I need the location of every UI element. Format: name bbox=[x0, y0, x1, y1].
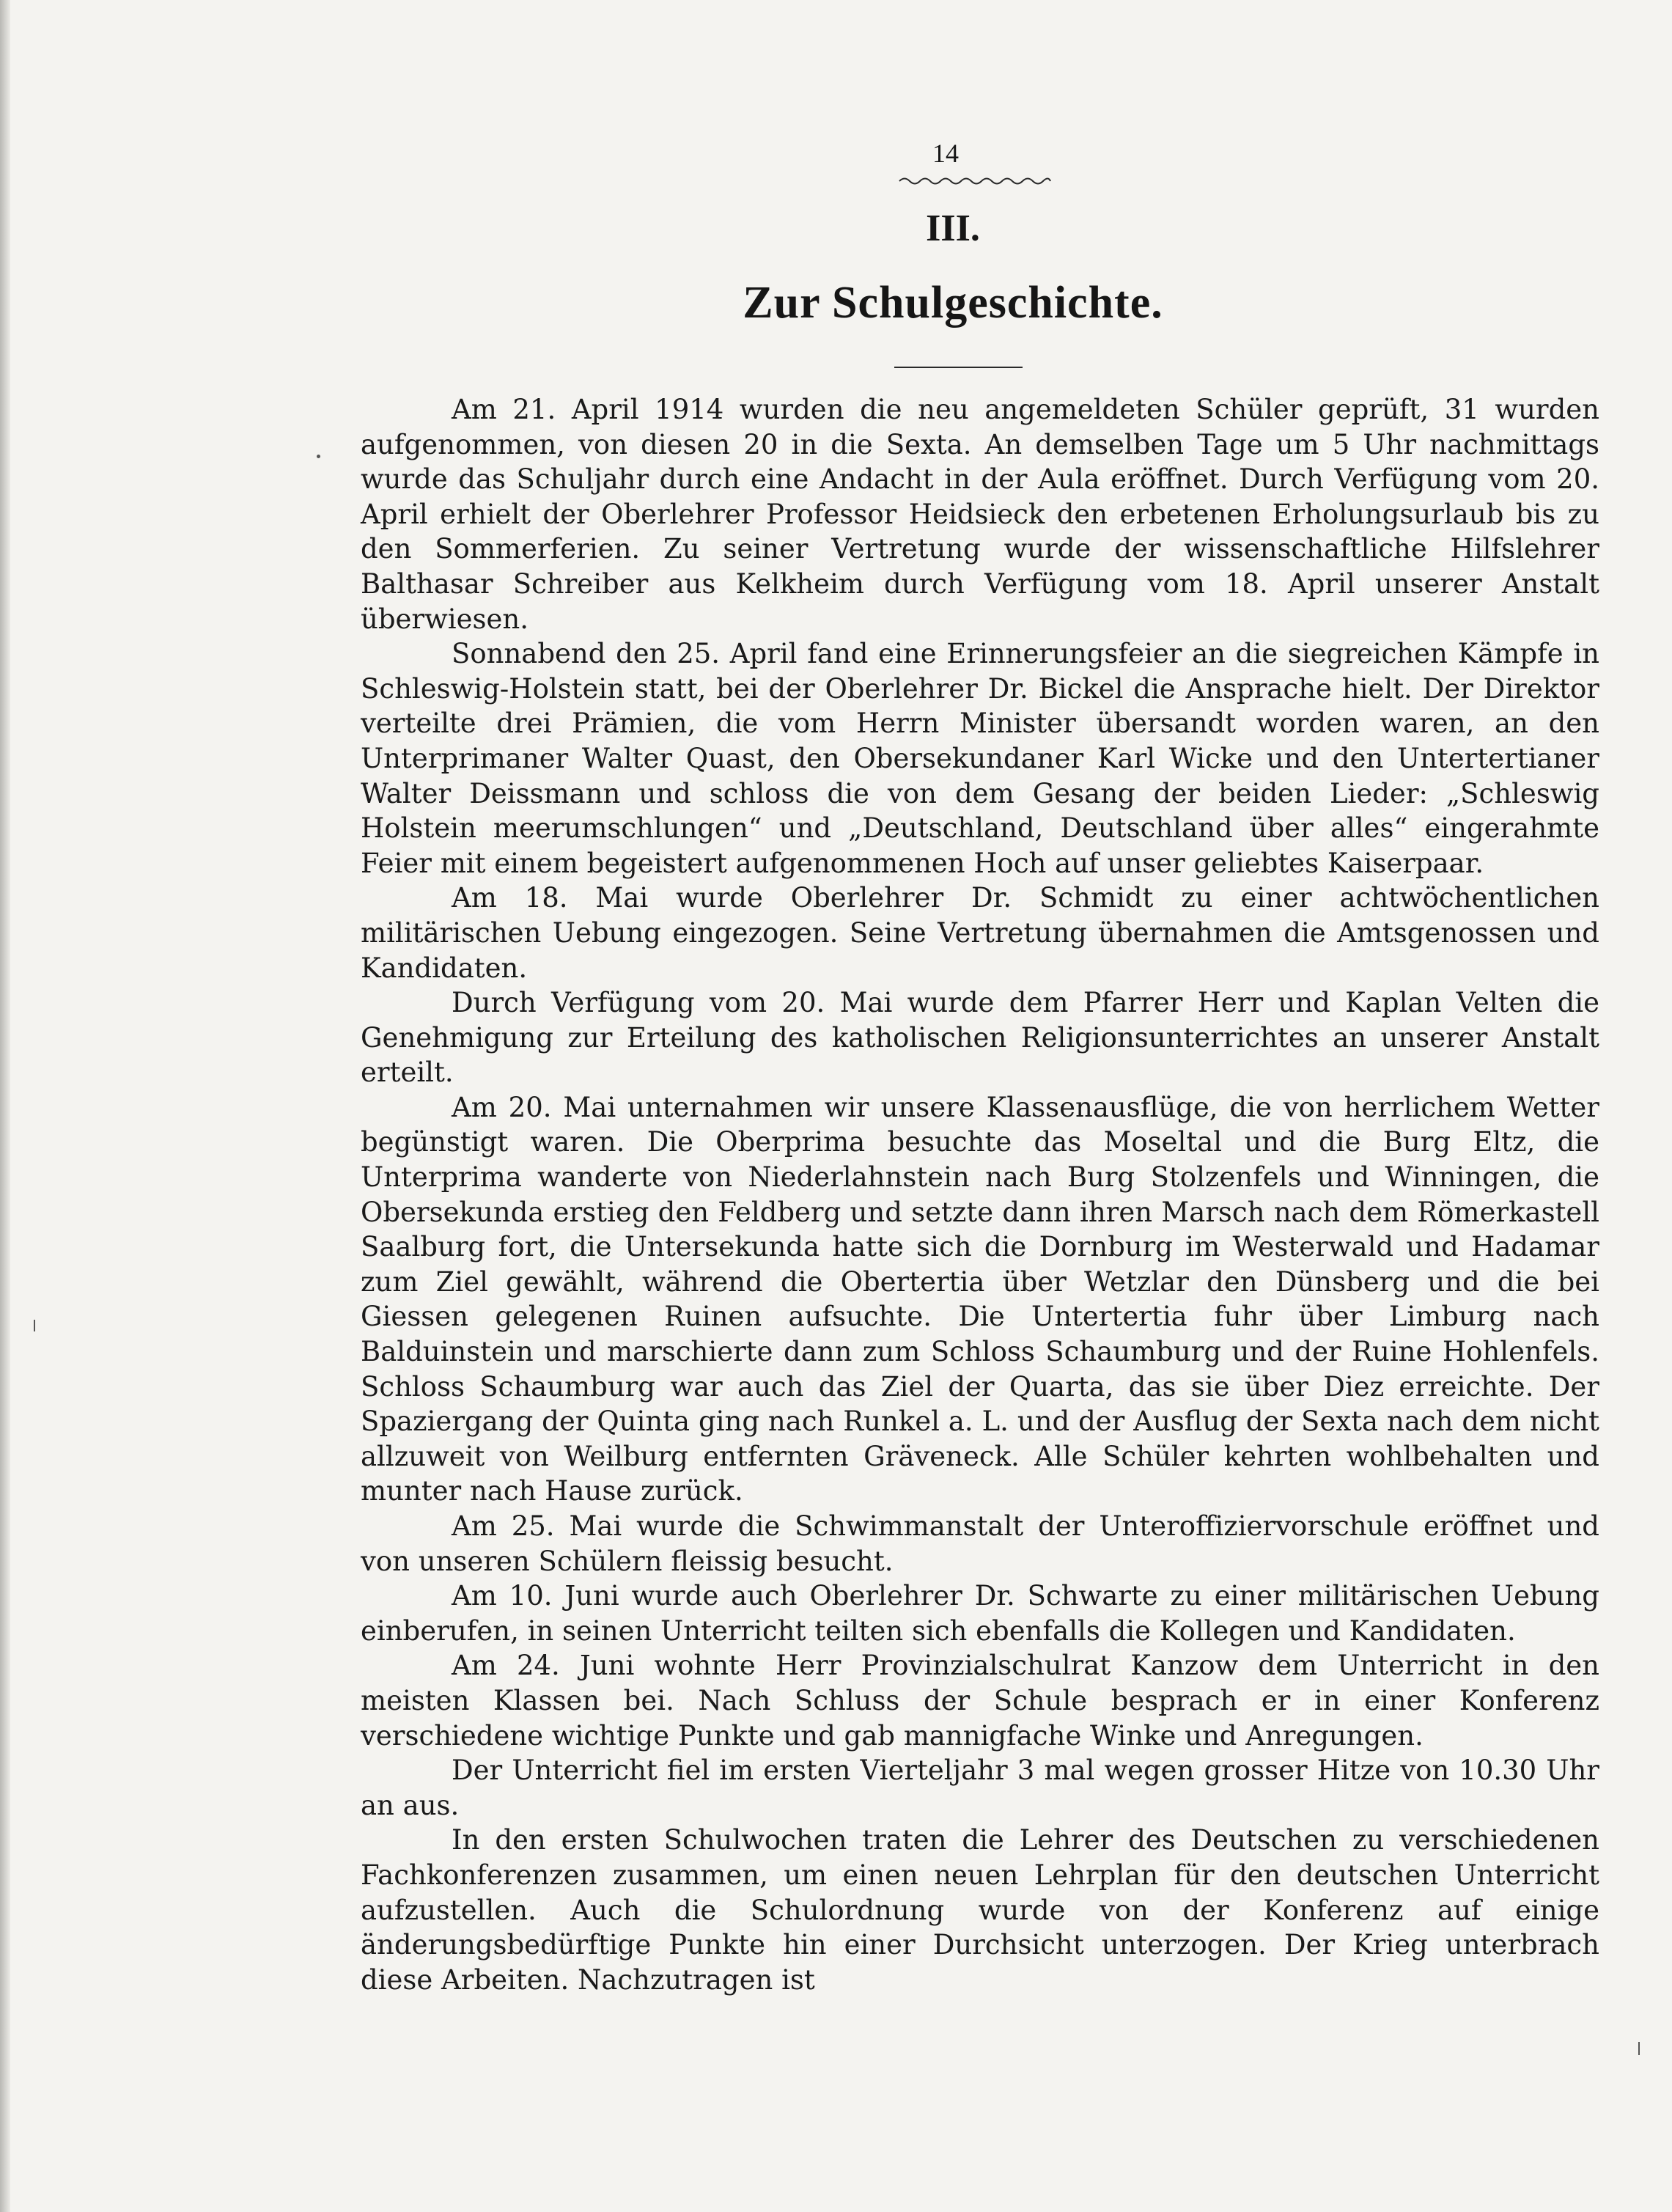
paragraph: Der Unterricht fiel im ersten Vierteljahr 3 mal wegen grosser Hitze von 10.30 Uhr an aus. bbox=[361, 1754, 1599, 1821]
paragraph: Am 21. April 1914 wurden die neu angemeldeten Schüler geprüft, 31 wurden aufgenommen, von diesen 20 in die Sexta. An demselben Tage um 5 Uhr nachmittags wurde das Schuljahr durch eine Andacht in der Aula eröffnet. Durch Verfügung vom 20. April erhielt der Oberlehrer Professor Heidsieck den erbetenen Erholungsurlaub bis zu den Sommerferien. Zu seiner Vertretung wurde der wissenschaftliche Hilfslehrer Balthasar Schreiber aus Kelkheim durch Verfügung vom 18. April unserer Anstalt überwiesen. bbox=[361, 394, 1599, 635]
margin-mark bbox=[1638, 2042, 1640, 2055]
paragraph: Am 25. Mai wurde die Schwimmanstalt der Unteroffiziervorschule eröffnet und von unseren Schülern fleissig besucht. bbox=[361, 1510, 1599, 1577]
title-divider bbox=[894, 367, 1023, 368]
paragraph: Durch Verfügung vom 20. Mai wurde dem Pfarrer Herr und Kaplan Velten die Genehmigung zur Erteilung des katholischen Religionsunterrichtes an unserer Anstalt erteilt. bbox=[361, 987, 1599, 1089]
paragraph: Am 20. Mai unternahmen wir unsere Klassenausflüge, die von herrlichem Wetter begünstigt waren. Die Oberprima besuchte das Moseltal und die Burg Eltz, die Unterprima wanderte von Niederlahnstein nach Burg Stolzenfels und Winningen, die Obersekunda erstieg den Feldberg und setzte dann ihren Marsch nach dem Römerkastell Saalburg fort, die Untersekunda hatte sich die Dornburg im Westerwald und Hadamar zum Ziel gewählt, während die Obertertia über Wetzlar den Dünsberg und die bei Giessen gelegenen Ruinen aufsuchte. Die Untertertia fuhr über Limburg nach Balduinstein und marschierte dann zum Schloss Schaumburg und der Ruine Hohlenfels. Schloss Schaumburg war auch das Ziel der Quarta, das sie über Diez erreichte. Der Spaziergang der Quinta ging nach Runkel a. L. und der Ausflug der Sexta nach dem nicht allzuweit von Weilburg entfernten Gräveneck. Alle Schüler kehrten wohlbehalten und munter nach Hause zurück. bbox=[361, 1091, 1599, 1507]
section-title: Zur Schulgeschichte. bbox=[743, 278, 1163, 328]
section-number: III. bbox=[926, 207, 980, 249]
wavy-ornament bbox=[898, 173, 1052, 189]
margin-mark bbox=[317, 455, 320, 458]
paragraph: Sonnabend den 25. April fand eine Erinnerungsfeier an die siegreichen Kämpfe in Schleswig-Holstein statt, bei der Oberlehrer Dr. Bickel die Ansprache hielt. Der Direktor verteilte drei Prämien, die vom Herrn Minister übersandt worden waren, an den Unterprimaner Walter Quast, den Obersekundaner Karl Wicke und den Untertertianer Walter Deissmann und schloss die von dem Gesang der beiden Lieder: „Schleswig Holstein meerumschlungen“ und „Deutschland, Deutschland über alles“ eingerahmte Feier mit einem begeistert aufgenommenen Hoch auf unser geliebtes Kaiserpaar. bbox=[361, 638, 1599, 879]
body-text bbox=[361, 392, 1599, 1996]
paragraph: In den ersten Schulwochen traten die Lehrer des Deutschen zu verschiedenen Fachkonferenzen zusammen, um einen neuen Lehrplan für den deutschen Unterricht aufzustellen. Auch die Schulordnung wurde von der Konferenz auf einige änderungsbedürftige Punkte hin einer Durchsicht unterzogen. Der Krieg unterbrach diese Arbeiten. Nachzutragen ist bbox=[361, 1824, 1599, 1996]
page-edge bbox=[0, 0, 10, 2212]
paragraph: Am 18. Mai wurde Oberlehrer Dr. Schmidt zu einer achtwöchentlichen militärischen Uebung eingezogen. Seine Vertretung übernahmen die Amtsgenossen und Kandidaten. bbox=[361, 882, 1599, 984]
paragraph: Am 24. Juni wohnte Herr Provinzialschulrat Kanzow dem Unterricht in den meisten Klassen bei. Nach Schluss der Schule besprach er in einer Konferenz verschiedene wichtige Punkte und gab mannigfache Winke und Anregungen. bbox=[361, 1650, 1599, 1752]
paragraph: Am 10. Juni wurde auch Oberlehrer Dr. Schwarte zu einer militärischen Uebung einberufen, in seinen Unterricht teilten sich ebenfalls die Kollegen und Kandidaten. bbox=[361, 1580, 1599, 1647]
margin-mark bbox=[34, 1320, 35, 1331]
page-number: 14 bbox=[932, 139, 959, 168]
